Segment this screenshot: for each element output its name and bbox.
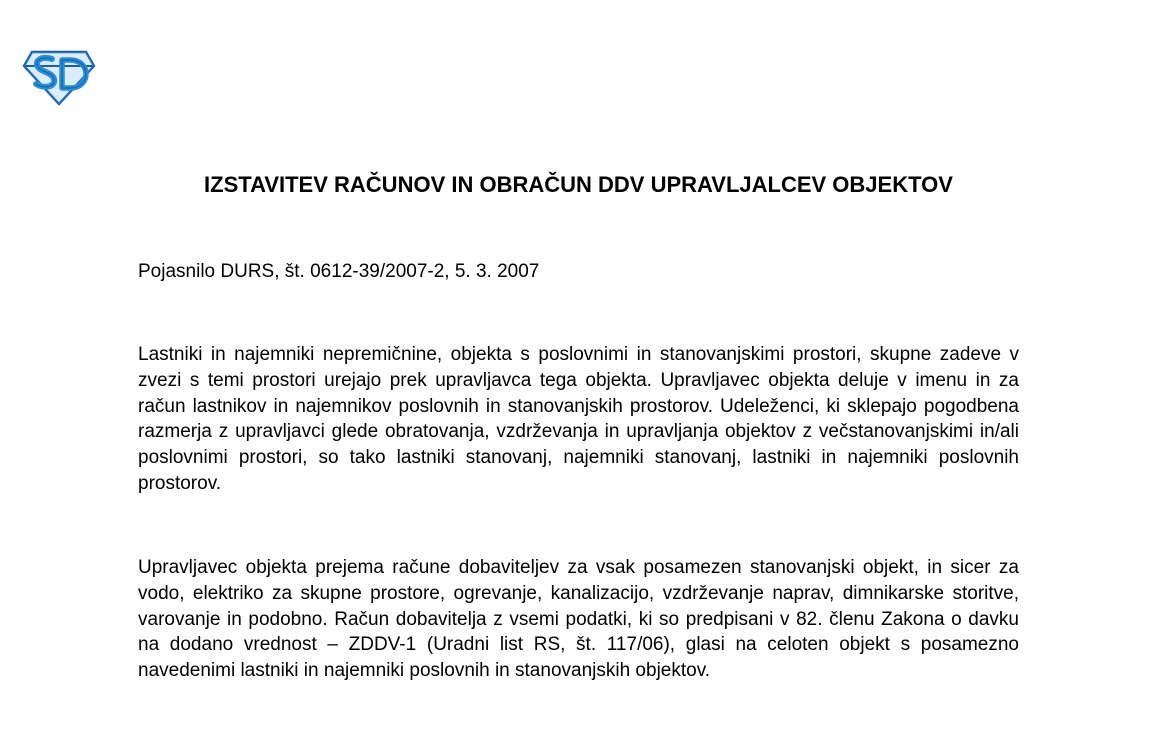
body-paragraph-1: Lastniki in najemniki nepremičnine, objekta s poslovnimi in stanovanjskimi prostori, skupne zadeve v zvezi s temi prostori urejajo prek upravljavca tega objekta. Upravljavec objekta deluje v imenu in za račun lastnikov in najemnikov poslovnih in stanovanjskih prostorov. Udeleženci, ki sklepajo pogodbena razmerja z upravljavci glede obratovanja, vzdrževanja in upravljanja objektov z večstanovanjskimi in/ali poslovnimi prostori, so tako lastniki stanovanj, najemniki stanovanj, lastniki in najemniki poslovnih prostorov.	[138, 344, 1019, 494]
sd-shield-logo-icon	[22, 48, 96, 106]
document-subtitle: Pojasnilo DURS, št. 0612-39/2007-2, 5. 3. 2007	[138, 261, 540, 282]
body-paragraph-2: Upravljavec objekta prejema račune dobaviteljev za vsak posamezen stanovanjski objekt, in sicer za vodo, elektriko za skupne prostore, ogrevanje, kanalizacijo, vzdrževanje naprav, dimnikarske storitve, varovanje in podobno. Račun dobavitelja z vsemi podatki, ki so predpisani v 82. členu Zakona o davku na dodano vrednost – ZDDV-1 (Uradni list RS, št. 117/06), glasi na celoten objekt s posamezno navedenimi lastniki in najemniki poslovnih in stanovanjskih objektov.	[138, 557, 1019, 682]
document-title: IZSTAVITEV RAČUNOV IN OBRAČUN DDV UPRAVLJALCEV OBJEKTOV	[204, 172, 953, 197]
